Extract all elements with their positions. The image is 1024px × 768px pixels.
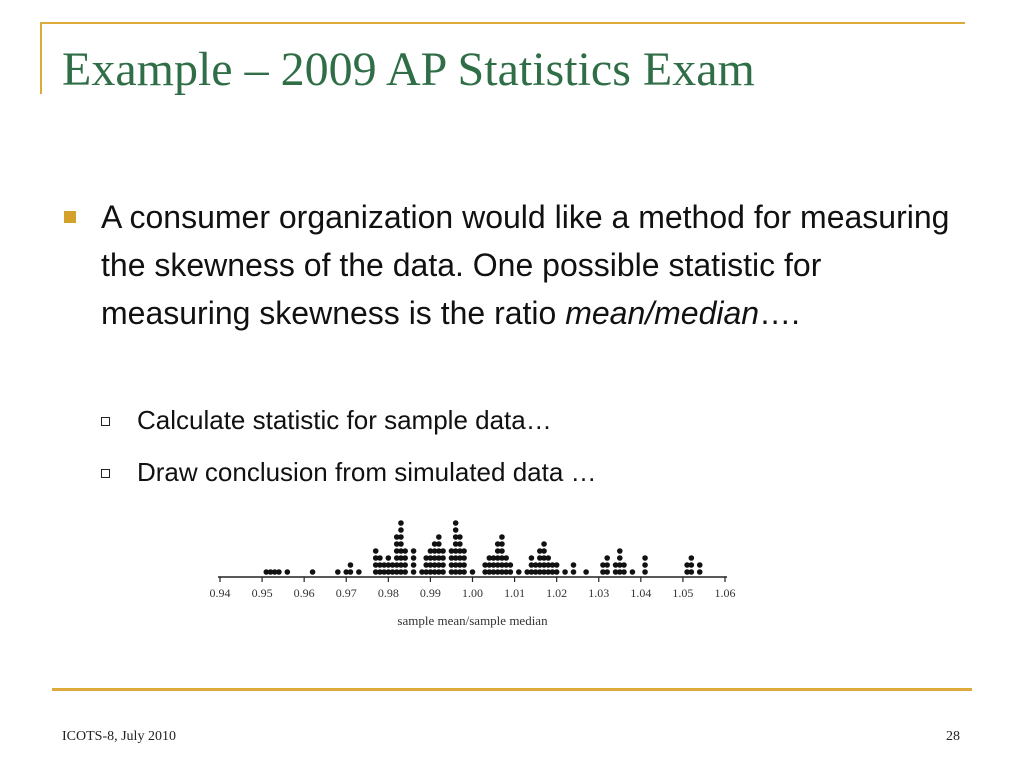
- data-dot: [411, 562, 417, 568]
- data-dot: [554, 562, 560, 568]
- data-dot: [689, 555, 695, 561]
- data-dot: [697, 562, 703, 568]
- data-dot: [697, 569, 703, 575]
- footer-conference: ICOTS-8, July 2010: [62, 729, 176, 744]
- data-dot: [457, 541, 463, 547]
- dotplot-svg: [200, 515, 760, 640]
- data-dot: [457, 534, 463, 540]
- data-dot: [508, 569, 514, 575]
- data-dot: [348, 562, 354, 568]
- x-tick-label: 0.95: [251, 586, 273, 600]
- data-dot: [453, 520, 459, 526]
- main-bullet: [64, 193, 964, 337]
- data-dot: [689, 569, 695, 575]
- x-tick-label: 0.98: [377, 586, 399, 600]
- x-tick-label: 0.97: [335, 586, 357, 600]
- data-dot: [554, 569, 560, 575]
- data-dot: [642, 555, 648, 561]
- footer-page-number: 28: [946, 729, 960, 744]
- data-dot: [689, 562, 695, 568]
- data-dot: [604, 555, 610, 561]
- main-bullet-text-plain: A consumer organization would like a method for measuring the skewness of the data. One possible statistic for measuring skewness is the ratio: [101, 199, 950, 331]
- data-dot: [630, 569, 636, 575]
- data-dot: [461, 548, 467, 554]
- data-dot: [541, 548, 547, 554]
- x-tick-label: 0.96: [293, 586, 315, 600]
- left-frame-line: [40, 22, 42, 94]
- data-dot: [617, 555, 623, 561]
- x-tick-label: 0.94: [209, 586, 231, 600]
- hollow-square-bullet-icon: [101, 417, 110, 426]
- data-dot: [503, 555, 509, 561]
- data-dot: [453, 527, 459, 533]
- data-dot: [398, 520, 404, 526]
- data-dot: [571, 569, 577, 575]
- data-dot: [461, 555, 467, 561]
- data-dot: [562, 569, 568, 575]
- data-dot: [545, 555, 551, 561]
- data-dot: [310, 569, 316, 575]
- subbullet-text: Draw conclusion from simulated data …: [137, 457, 597, 487]
- data-dot: [276, 569, 282, 575]
- data-dot: [499, 548, 505, 554]
- data-dot: [402, 562, 408, 568]
- subbullet-calculate: [101, 405, 552, 436]
- x-tick-label: 1.03: [588, 586, 610, 600]
- data-dot: [461, 569, 467, 575]
- x-tick-label: 1.00: [462, 586, 483, 600]
- data-dot: [516, 569, 522, 575]
- x-tick-label: 1.01: [504, 586, 526, 600]
- bottom-frame-line: [52, 688, 972, 691]
- main-bullet-text: [101, 193, 964, 337]
- x-tick-label: 1.04: [630, 586, 652, 600]
- data-dot: [642, 569, 648, 575]
- data-dot: [461, 562, 467, 568]
- data-dot: [402, 548, 408, 554]
- data-dot: [348, 569, 354, 575]
- x-tick-label: 1.05: [672, 586, 694, 600]
- data-dot: [398, 534, 404, 540]
- data-dot: [411, 569, 417, 575]
- data-dot: [621, 562, 627, 568]
- data-dot: [617, 548, 623, 554]
- data-dot: [508, 562, 514, 568]
- data-dot: [583, 569, 589, 575]
- data-dot: [411, 555, 417, 561]
- data-dot: [373, 548, 379, 554]
- slide-title: Example – 2009 AP Statistics Exam: [62, 43, 755, 96]
- x-tick-label: 1.06: [714, 586, 736, 600]
- x-tick-label: 1.02: [546, 586, 568, 600]
- top-frame-line: [40, 22, 965, 24]
- subbullet-text: Calculate statistic for sample data…: [137, 405, 552, 435]
- data-dot: [529, 555, 535, 561]
- data-dot: [398, 541, 404, 547]
- x-tick-label: 0.99: [419, 586, 441, 600]
- data-dot: [436, 541, 442, 547]
- data-dot: [285, 569, 291, 575]
- data-dot: [335, 569, 341, 575]
- data-dot: [604, 569, 610, 575]
- data-dot: [541, 541, 547, 547]
- data-dot: [440, 569, 446, 575]
- dotplot-chart: [200, 515, 760, 645]
- hollow-square-bullet-icon: [101, 469, 110, 478]
- data-dot: [470, 569, 476, 575]
- data-dot: [411, 548, 417, 554]
- data-dot: [440, 562, 446, 568]
- data-dot: [499, 541, 505, 547]
- data-dot: [604, 562, 610, 568]
- main-bullet-text-end: ….: [759, 295, 800, 331]
- main-bullet-text-italic: mean/median: [565, 295, 760, 331]
- data-dot: [377, 555, 383, 561]
- data-dot: [440, 548, 446, 554]
- data-dot: [356, 569, 362, 575]
- data-dot: [398, 527, 404, 533]
- data-dot: [436, 534, 442, 540]
- data-dot: [402, 555, 408, 561]
- data-dot: [621, 569, 627, 575]
- data-dot: [571, 562, 577, 568]
- subbullet-conclusion: [101, 457, 597, 488]
- data-dot: [440, 555, 446, 561]
- x-axis-label: sample mean/sample median: [397, 613, 548, 628]
- data-dot: [642, 562, 648, 568]
- data-dot: [499, 534, 505, 540]
- data-dot: [402, 569, 408, 575]
- data-dot: [386, 555, 392, 561]
- square-bullet-icon: [64, 211, 76, 223]
